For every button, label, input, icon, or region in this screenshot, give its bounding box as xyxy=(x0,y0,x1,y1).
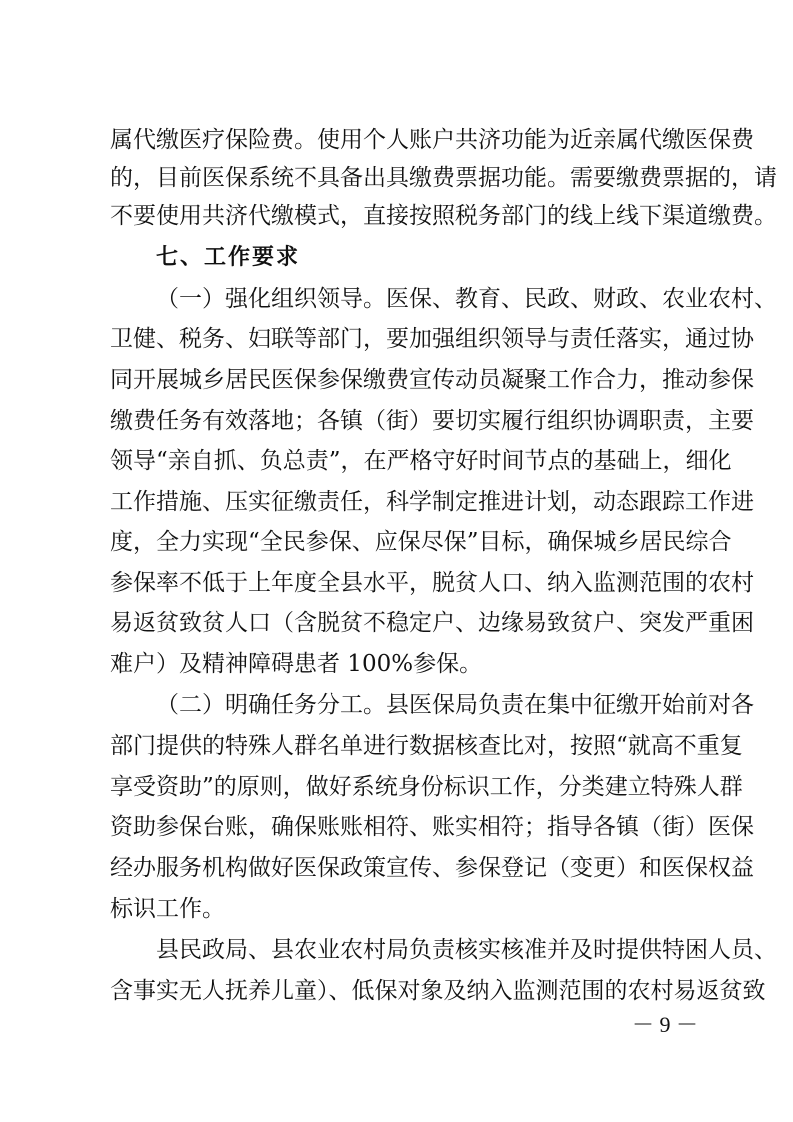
body-text-line: 度，全力实现“全民参保、应保尽保”目标，确保城乡居民综合 xyxy=(110,529,732,555)
body-text-line: 工作措施、压实征缴责任，科学制定推进计划，动态跟踪工作进 xyxy=(110,489,754,515)
body-text-line: 经办服务机构做好医保政策宣传、参保登记（变更）和医保权益 xyxy=(110,855,754,881)
body-text-line: 部门提供的特殊人群名单进行数据核查比对，按照“就高不重复 xyxy=(110,733,743,759)
paragraph-last-line: 标识工作。 xyxy=(110,896,225,922)
body-text-line: 享受资助”的原则，做好系统身份标识工作，分类建立特殊人群 xyxy=(110,774,743,800)
paragraph-first-line: （二）明确任务分工。县医保局负责在集中征缴开始前对各 xyxy=(156,692,754,718)
body-text-line: 属代缴医疗保险费。使用个人账户共济功能为近亲属代缴医保费 xyxy=(110,127,754,153)
paragraph-first-line: （一）强化组织领导。医保、教育、民政、财政、农业农村、 xyxy=(156,286,777,312)
paragraph-last-line: 难户）及精神障碍患者 100%参保。 xyxy=(110,651,483,677)
body-text-line: 参保率不低于上年度全县水平，脱贫人口、纳入监测范围的农村 xyxy=(110,570,754,596)
body-text-line: 同开展城乡居民医保参保缴费宣传动员凝聚工作合力，推动参保 xyxy=(110,367,754,393)
paragraph-first-line: 县民政局、县农业农村局负责核实核准并及时提供特困人员、 xyxy=(156,937,777,963)
body-text-line: 资助参保台账，确保账账相符、账实相符；指导各镇（街）医保 xyxy=(110,814,754,840)
page-number: － 9 － xyxy=(631,1012,698,1037)
section-heading: 七、工作要求 xyxy=(156,245,301,270)
body-text-line: 含事实无人抚养儿童）、低保对象及纳入监测范围的农村易返贫致 xyxy=(110,978,766,1004)
body-text-line: 缴费任务有效落地；各镇（街）要切实履行组织协调职责，主要 xyxy=(110,408,754,434)
body-text-line: 易返贫致贫人口（含脱贫不稳定户、边缘易致贫户、突发严重困 xyxy=(110,610,754,636)
body-text-line: 领导“亲自抓、负总责”，在严格守好时间节点的基础上，细化 xyxy=(110,448,732,474)
body-text-line: 卫健、税务、妇联等部门，要加强组织领导与责任落实，通过协 xyxy=(110,326,754,352)
body-text-line: 不要使用共济代缴模式，直接按照税务部门的线上线下渠道缴费。 xyxy=(110,203,777,229)
body-text-line: 的，目前医保系统不具备出具缴费票据功能。需要缴费票据的，请 xyxy=(110,165,777,191)
